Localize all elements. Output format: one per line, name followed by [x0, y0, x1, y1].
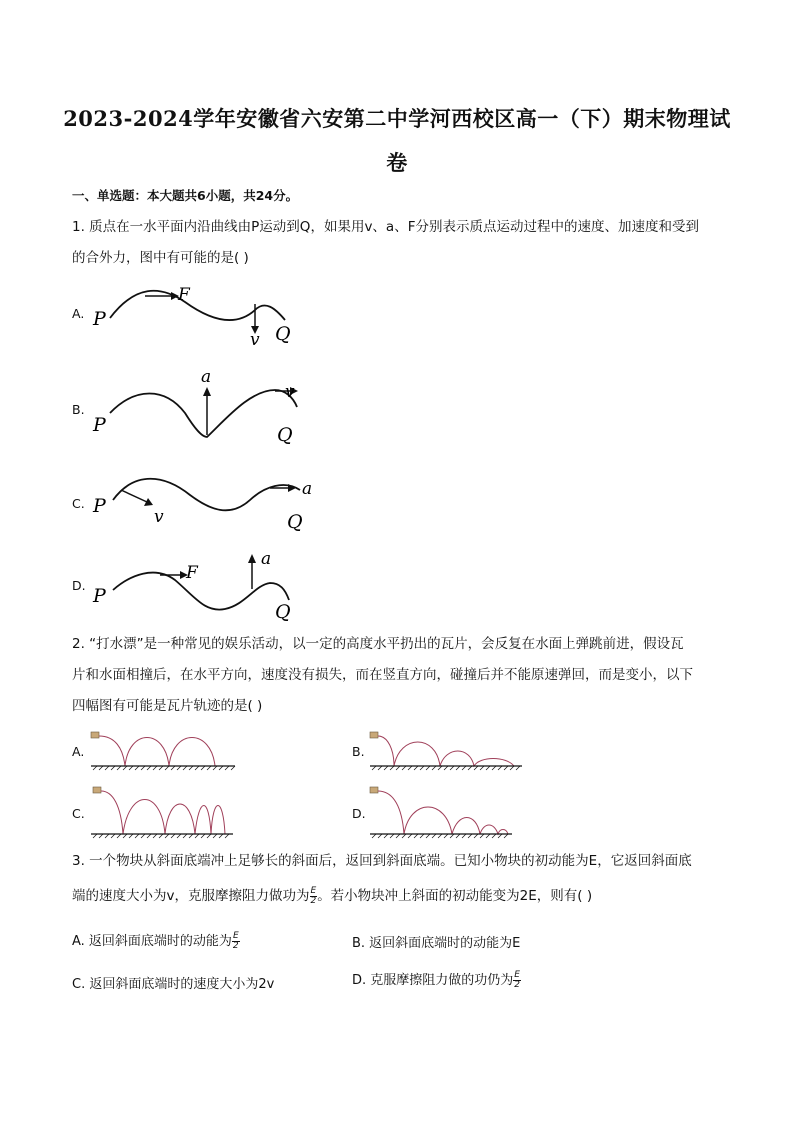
svg-text:P: P [93, 495, 106, 517]
q2-option-c-label[interactable]: C. [72, 806, 85, 821]
svg-text:P: P [93, 585, 106, 607]
svg-text:v: v [250, 330, 260, 350]
q1-option-a-label[interactable]: A. [72, 306, 85, 321]
svg-text:a: a [302, 479, 313, 499]
question-1-line-2: 的合外力，图中有可能的是( ) [72, 250, 249, 266]
question-2-line-1: 2. “打水漂”是一种常见的娱乐活动，以一定的高度水平扔出的瓦片，会反复在水面上弹跳前进，假设瓦 [72, 636, 684, 652]
fraction-e-over-2: $\frac{E}{2}$ [310, 885, 317, 906]
q2-option-d-figure[interactable] [366, 782, 516, 842]
question-3-line-2: 端的速度大小为v，克服摩擦阻力做功为 $\frac{E}{2}$ 。若小物块冲上斜面的初动能变为2E，则有( ) [72, 885, 593, 906]
q1-option-b-figure[interactable] [85, 365, 315, 450]
section-heading: 一、单选题：本大题共6小题，共24分。 [72, 188, 299, 203]
question-3-line-1: 3. 一个物块从斜面底端冲上足够长的斜面后，返回到斜面底端。已知小物块的初动能为E，它返回斜面底 [72, 853, 692, 869]
svg-text:Q: Q [277, 424, 293, 446]
q2-option-a-label[interactable]: A. [72, 744, 85, 759]
svg-text:v: v [154, 507, 164, 527]
q2-option-a-figure[interactable] [85, 726, 240, 774]
q1-option-c-label[interactable]: C. [72, 496, 85, 511]
q1-option-c-figure[interactable] [85, 470, 325, 540]
svg-text:Q: Q [275, 601, 291, 623]
svg-text:P: P [93, 308, 106, 330]
q3-option-c[interactable]: C. 返回斜面底端时的速度大小为2v [72, 977, 275, 992]
q1-option-b-label[interactable]: B. [72, 402, 85, 417]
svg-text:v: v [285, 382, 295, 402]
svg-text:F: F [178, 285, 190, 305]
svg-text:Q: Q [275, 323, 291, 345]
q1-option-d-label[interactable]: D. [72, 578, 86, 593]
page-title: 2023-2024学年安徽省六安第二中学河西校区高一（下）期末物理试 [63, 106, 731, 131]
q2-option-c-figure[interactable] [85, 782, 240, 842]
q3-option-d[interactable]: D. 克服摩擦阻力做的功仍为 $\frac{E}{2}$ [352, 970, 520, 990]
q2-option-b-figure[interactable] [366, 726, 526, 774]
q2-option-b-label[interactable]: B. [352, 744, 365, 759]
page-title-continued: 卷 [386, 150, 408, 175]
question-2-line-2: 片和水面相撞后，在水平方向，速度没有损失，而在竖直方向，碰撞后并不能原速弹回，而是变小，以下 [72, 667, 693, 683]
svg-text:a: a [261, 549, 272, 569]
q3-option-a[interactable]: A. 返回斜面底端时的动能为 $\frac{E}{2}$ [72, 931, 239, 951]
q1-option-d-figure[interactable] [85, 545, 315, 625]
question-1-line-1: 1. 质点在一水平面内沿曲线由P运动到Q，如果用v、a、F分别表示质点运动过程中的速度、加速度和受到 [72, 219, 699, 235]
q1-option-a-figure[interactable] [85, 280, 305, 350]
svg-text:P: P [93, 414, 106, 436]
svg-text:Q: Q [287, 511, 303, 533]
svg-text:a: a [201, 367, 212, 387]
q2-option-d-label[interactable]: D. [352, 806, 366, 821]
question-2-line-3: 四幅图有可能是瓦片轨迹的是( ) [72, 698, 263, 714]
svg-text:F: F [186, 563, 198, 583]
q3-option-b[interactable]: B. 返回斜面底端时的动能为E [352, 936, 521, 951]
